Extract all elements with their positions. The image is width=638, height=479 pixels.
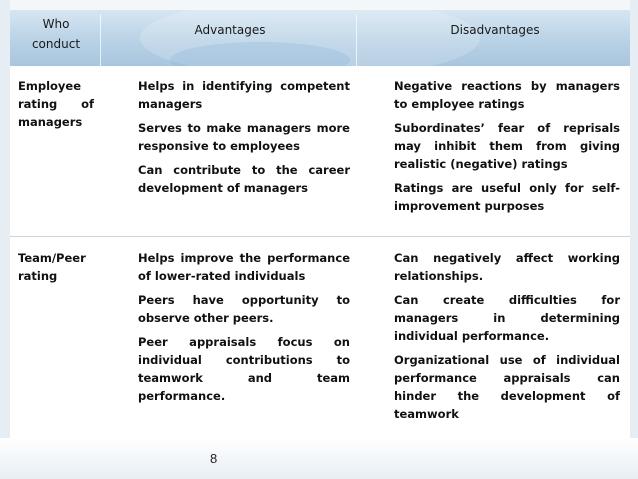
header-separator (356, 14, 357, 66)
header-disadvantages: Disadvantages (450, 23, 540, 37)
header-separator (100, 14, 101, 66)
row-1-advantage-1: Helps in identifying competent managers (138, 79, 350, 111)
row-2-advantage-1: Helps improve the performance of lower-rated individuals (138, 251, 350, 283)
row-1-disadvantage-2: Subordinates’ fear of reprisals may inhibit them from giving realistic (negative) ratings (394, 121, 620, 171)
slide-footer (0, 438, 638, 479)
row-1-disadvantage-3: Ratings are useful only for self-improvement purposes (394, 181, 620, 213)
row-2-disadvantage-3: Organizational use of individual performance appraisals can hinder the development of teamwork (394, 353, 620, 421)
slide-right-border (630, 0, 638, 479)
row-2-disadvantage-2: Can create difficulties for managers in determining individual performance. (394, 293, 620, 343)
row-1-advantage-3: Can contribute to the career development of managers (138, 163, 350, 195)
row-2-advantage-2: Peers have opportunity to observe other peers. (138, 293, 350, 325)
row-2-who-text: Team/Peer rating (18, 251, 86, 283)
header-advantages: Advantages (194, 23, 266, 37)
row-1-who (18, 77, 94, 137)
row-2-advantage-3: Peer appraisals focus on individual contributions to teamwork and team performance. (138, 335, 350, 403)
row-1-advantages (138, 77, 350, 203)
slide-left-border (0, 0, 10, 479)
row-1-who-text: Employee rating of managers (18, 79, 94, 129)
page-number: 8 (210, 451, 218, 466)
row-1-disadvantages (394, 77, 620, 221)
header-who-conduct: Who conduct (31, 17, 81, 51)
row-1-advantage-2: Serves to make managers more responsive to employees (138, 121, 350, 153)
row-2-advantages (138, 249, 350, 411)
row-2-who (18, 249, 94, 291)
row-divider (10, 236, 630, 237)
row-2-disadvantages (394, 249, 620, 429)
row-2-disadvantage-1: Can negatively affect working relationships. (394, 251, 620, 283)
row-1-disadvantage-1: Negative reactions by managers to employee ratings (394, 79, 620, 111)
